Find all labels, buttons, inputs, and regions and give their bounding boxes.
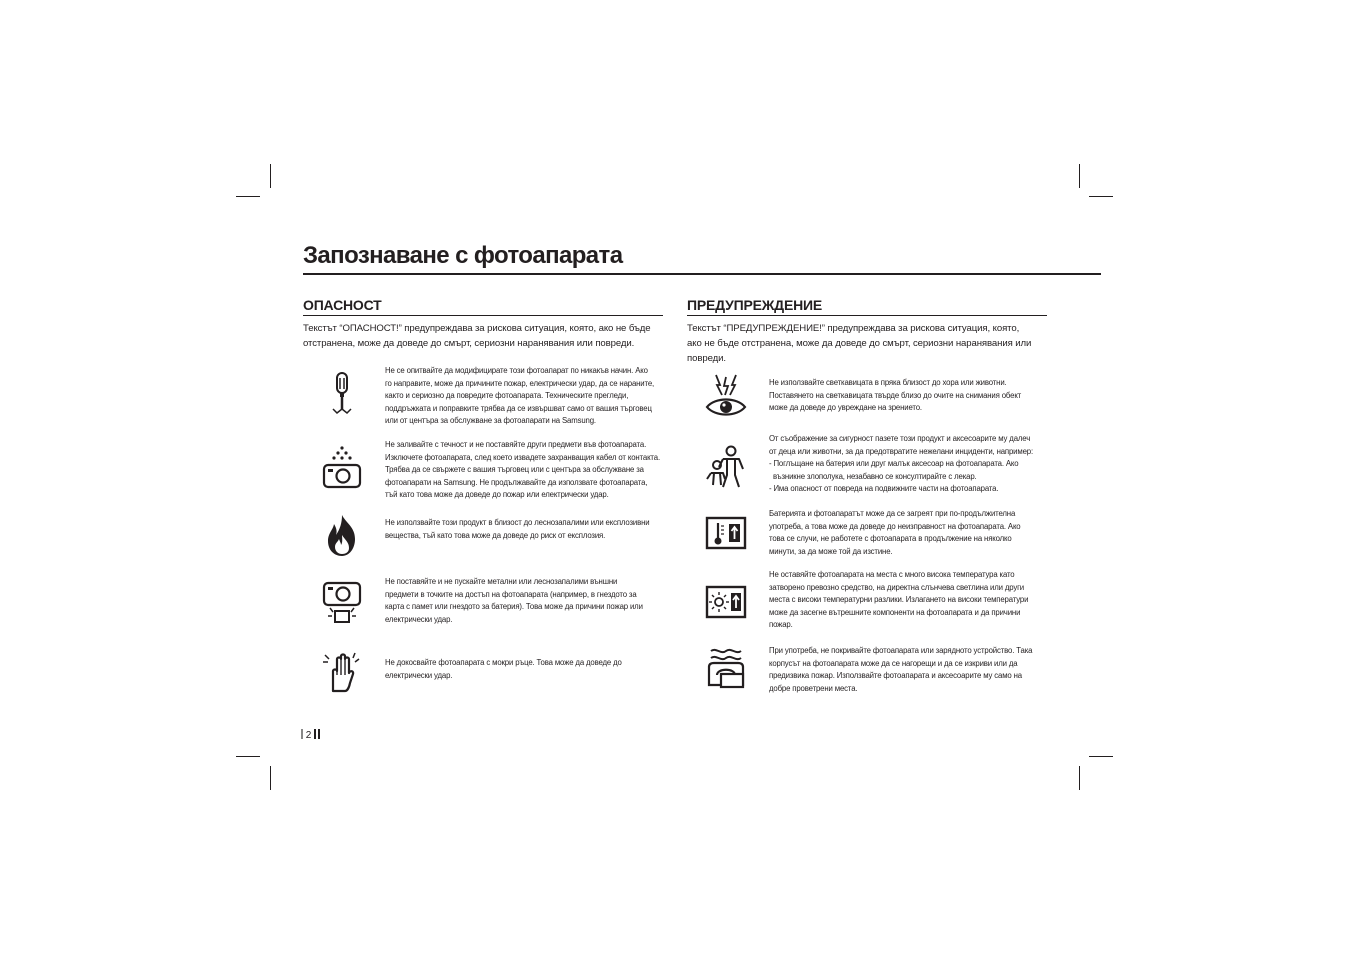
warning-heading: ПРЕДУПРЕЖДЕНИЕ xyxy=(687,297,823,313)
page-number-bar xyxy=(301,729,303,739)
text-line: го направите, може да причините пожар, електрически удар, да се нараните, xyxy=(385,378,655,388)
text-line: вещества, тъй като това може да доведе до риск от експлозия. xyxy=(385,530,606,540)
text-line: - Има опасност от повреда на подвижните части на фотоапарата. xyxy=(769,484,999,494)
text-line: Поставянето на светкавицата твърде близо до очите на снимания обект xyxy=(769,390,1022,400)
text-line: Не използвайте светкавицата в пряка близост до хора или животни. xyxy=(769,378,1007,387)
item-text xyxy=(385,365,663,428)
text-line: Изключете фотоапарата, след което извадете захранващия кабел от контакта. xyxy=(385,452,660,462)
danger-heading-rule xyxy=(303,315,663,316)
text-line: Не използвайте този продукт в близост до леснозапалими или експлозивни xyxy=(385,518,650,527)
item-text xyxy=(769,508,1047,558)
text-line: предмети в точките на достъп на фотоапарата (например, в гнездото за xyxy=(385,589,637,599)
text-line: затворено превозно средство, на директна слънчева светлина или други xyxy=(769,582,1025,592)
intro-line: Текстът “ПРЕДУПРЕЖДЕНИЕ!” предупреждава за рискова ситуация, която, xyxy=(687,323,1020,334)
text-line: както и сериозно да повредите фотоапарата. Техническите прегледи, xyxy=(385,391,629,401)
danger-section xyxy=(303,295,663,680)
text-line: пожар. xyxy=(769,620,793,630)
item-text xyxy=(385,517,663,542)
text-line: Не докосвайте фотоапарата с мокри ръце. Това може да доведе до xyxy=(385,658,622,667)
intro-line: ако не бъде отстранена, може да доведе до смърт, сериозни наранявания или xyxy=(687,338,1032,349)
page-number xyxy=(301,729,320,742)
page-number-bar xyxy=(318,729,320,739)
text-line: Батерията и фотоапаратът може да се загреят при по-продължителна xyxy=(769,509,1016,518)
item-text xyxy=(769,377,1047,415)
item-text xyxy=(769,569,1047,632)
title-rule xyxy=(303,273,1101,275)
text-line: - Поглъщане на батерия или друг малък аксесоар на фотоапарата. Ако xyxy=(769,459,1019,469)
crop-mark xyxy=(236,196,260,197)
text-line: поддръжката и поправките трябва да се извършват само от вашия търговец xyxy=(385,403,652,413)
crop-mark xyxy=(1089,756,1113,757)
crop-mark xyxy=(236,756,260,757)
item-text xyxy=(385,439,663,502)
text-line: може да засегне вътрешните компоненти на фотоапарата и да причини xyxy=(769,607,1021,617)
text-line: корпусът на фотоапарата може да се нагорещи и да се изкриви или да xyxy=(769,658,1018,668)
covered-camera-icon xyxy=(703,645,749,691)
text-line: предизвика пожар. Използвайте фотоапарата и аксесоарите му само на xyxy=(769,671,1022,681)
crop-mark xyxy=(270,766,271,790)
text-line: електрически удар. xyxy=(385,614,453,624)
text-line: тъй като това може да доведе до пожар или електрически удар. xyxy=(385,490,609,500)
liquid-camera-icon xyxy=(319,445,365,491)
text-line: карта с памет или гнездото за батерия). Това може да причини пожар или xyxy=(385,602,643,612)
camera-slot-icon xyxy=(319,580,365,626)
text-line: При употреба, не покривайте фотоапарата или зарядното устройство. Така xyxy=(769,646,1033,655)
text-line: От съображение за сигурност пазете този продукт и аксесоарите му далеч xyxy=(769,434,1031,443)
heat-thermometer-icon xyxy=(703,512,749,558)
text-line: Не заливайте с течност и не поставяйте други предмети във фотоапарата. xyxy=(385,440,647,449)
item-text xyxy=(769,645,1047,695)
flash-eye-icon xyxy=(703,373,749,419)
intro-line: повреди. xyxy=(687,353,726,364)
danger-heading: ОПАСНОСТ xyxy=(303,297,382,313)
text-line: фотоапарати на Samsung. Не продължавайте да използвате фотоапарата, xyxy=(385,477,648,487)
text-line: от деца или животни, за да предотвратите нежелани инциденти, например: xyxy=(769,446,1033,456)
warning-intro xyxy=(687,321,1047,366)
text-line: може да доведе до увреждане на зрението. xyxy=(769,403,922,413)
text-line: Не оставяйте фотоапарата на места с много висока температура като xyxy=(769,570,1015,579)
sun-heat-icon xyxy=(703,581,749,627)
text-line: места с високи температурни разлики. Излагането на високи температури xyxy=(769,595,1029,605)
warning-section xyxy=(687,295,1047,693)
page-title: Запознаване с фотоапарата xyxy=(303,242,623,269)
text-line: употреба, а това може да доведе до неизправност на фотоапарата. Ако xyxy=(769,521,1021,531)
text-line: Не поставяйте и не пускайте метални или леснозапалими външни xyxy=(385,577,618,586)
text-line: добре проветрени места. xyxy=(769,683,858,693)
text-line: Трябва да се свържете с вашия търговец или с центъра за обслужване за xyxy=(385,465,644,475)
wet-hand-icon xyxy=(319,649,365,695)
text-line: минути, за да може той да изстине. xyxy=(769,546,893,556)
page-number-value: 2 xyxy=(305,730,312,741)
text-line: Не се опитвайте да модифицирате този фотоапарат по никакъв начин. Ако xyxy=(385,366,648,375)
intro-line: Текстът “ОПАСНОСТ!” предупреждава за рискова ситуация, която, ако не бъде xyxy=(303,323,651,334)
text-line: или от центъра за обслужване за фотоапарати на Samsung. xyxy=(385,416,596,426)
text-line: електрически удар. xyxy=(385,670,453,680)
crop-mark xyxy=(270,164,271,188)
children-icon xyxy=(703,445,749,491)
page-number-bar xyxy=(314,729,316,739)
item-text xyxy=(769,433,1047,496)
warning-heading-rule xyxy=(687,315,1047,316)
screwdriver-icon xyxy=(319,371,365,417)
intro-line: отстранена, може да доведе до смърт, сериозни наранявания или повреди. xyxy=(303,338,635,349)
item-text xyxy=(385,657,663,682)
text-line: възникне злополука, незабавно се консултирайте с лекар. xyxy=(769,471,977,481)
text-line: това се случи, не работете с фотоапарата в продължение на няколко xyxy=(769,534,1012,544)
danger-intro xyxy=(303,321,663,351)
crop-mark xyxy=(1079,766,1080,790)
flame-icon xyxy=(319,513,365,559)
crop-mark xyxy=(1079,164,1080,188)
item-text xyxy=(385,576,663,626)
crop-mark xyxy=(1089,196,1113,197)
